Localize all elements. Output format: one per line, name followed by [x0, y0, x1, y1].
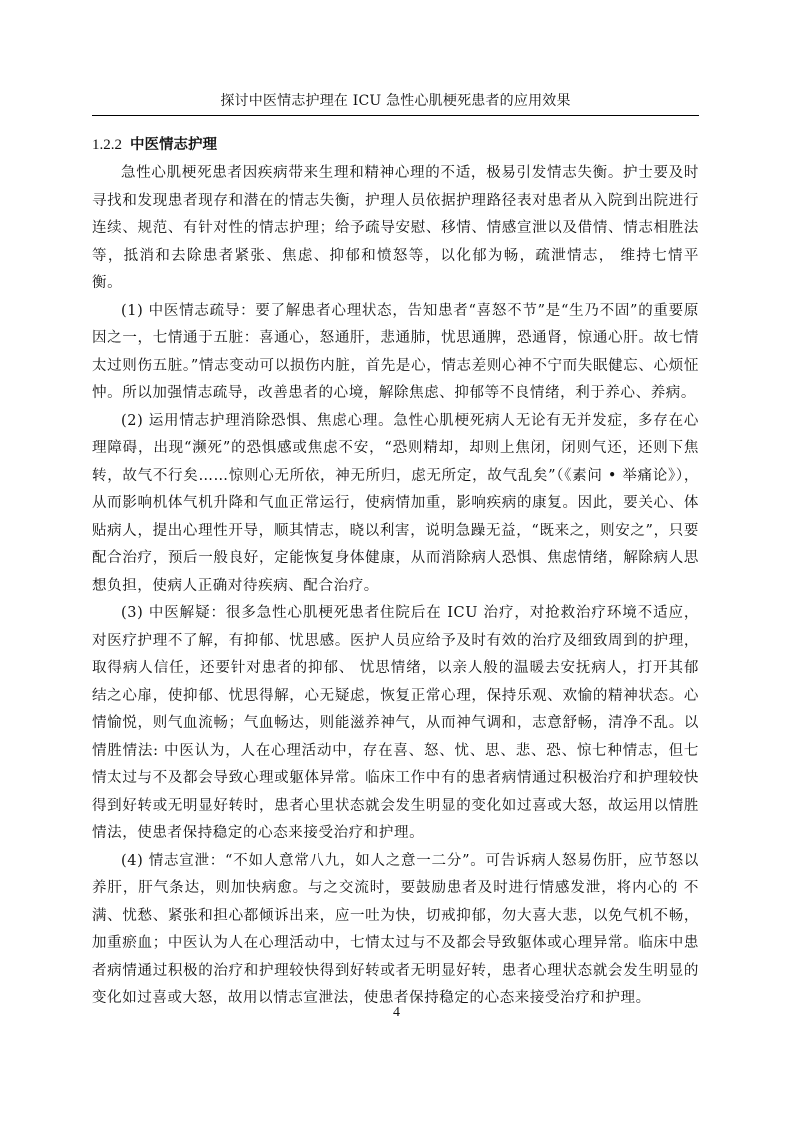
header-rule: [92, 115, 699, 116]
paragraph-item-4: (4) 情志宣泄：“不如人意常八九，如人之意一二分”。可告诉病人怒易伤肝，应节怒以养肝，肝气条达，则加快病愈。与之交流时，要鼓励患者及时进行情感发泄，将内心的 不满、忧愁、紧张和担心都倾诉出来，应一吐为快，切戒抑郁，勿大喜大悲，以免气机不畅，加重瘀血；中医认为人在心理活动中，七情太过与不及都会导致躯体或心理异常。临床中患者病情通过积极的治疗和护理较快得到好转或者无明显好转，患者心理状态就会发生明显的变化如过喜或大怒，故用以情志宣泄法，使患者保持稳定的心态来接受治疗和护理。: [92, 852, 699, 1006]
paragraph-intro: 急性心肌梗死患者因疾病带来生理和精神心理的不适，极易引发情志失衡。护士要及时寻找和发现患者现存和潜在的情志失衡，护理人员依据护理路径表对患者从入院到出院进行连续、规范、有针对性的情志护理；给予疏导安慰、移情、情感宣泄以及借情、情志相胜法等，抵消和去除患者紧张、焦虑、抑郁和愤怒等，以化郁为畅，疏泄情志， 维持七情平衡。: [92, 165, 699, 291]
section-title: 中医情志护理: [130, 137, 217, 153]
section-number: 1.2.2: [92, 137, 122, 153]
paragraph-item-2: (2) 运用情志护理消除恐惧、焦虑心理。急性心肌梗死病人无论有无并发症，多存在心理障碍，出现“濒死”的恐惧感或焦虑不安，“恐则精却，却则上焦闭，闭则气还，还则下焦转，故气不行矣……惊则心无所依，神无所归，虑无所定，故气乱矣”（《素问 • 举痛论》），从而影响机体气机升降和气血正常运行，使病情加重，影响疾病的康复。因此，要关心、体贴病人，提出心理性开导，顺其情志，晓以利害，说明急躁无益，“既来之，则安之”，只要配合治疗，预后一般良好，定能恢复身体健康，从而消除病人恐惧、焦虑情绪，解除病人思想负担，使病人正确对待疾病、配合治疗。: [92, 412, 699, 594]
section-heading: [92, 133, 699, 157]
page-body: [92, 133, 699, 1013]
running-header: 探讨中医情志护理在 ICU 急性心肌梗死患者的应用效果: [220, 93, 571, 109]
paragraph-item-3: (3) 中医解疑：很多急性心肌梗死患者住院后在 ICU 治疗，对抢救治疗环境不适应，对医疗护理不了解，有抑郁、忧思感。医护人员应给予及时有效的治疗及细致周到的护理，取得病人信任，还要针对患者的抑郁、 忧思情绪，以亲人般的温暖去安抚病人，打开其郁结之心扉，使抑郁、忧思得解，心无疑虑，恢复正常心理，保持乐观、欢愉的精神状态。心情愉悦，则气血流畅；气血畅达，则能滋养神气，从而神气调和，志意舒畅，清净不乱。以情胜情法: 中医认为，人在心理活动中，存在喜、怒、忧、思、悲、恐、惊七种情志，但七情太过与不及都会导致心理或躯体异常。临床工作中有的患者病情通过积极治疗和护理较快得到好转或无明显好转时，患者心里状态就会发生明显的变化如过喜或大怒，故运用以情胜情法，使患者保持稳定的心态来接受治疗和护理。: [92, 605, 699, 841]
paragraph-item-1: (1) 中医情志疏导：要了解患者心理状态，告知患者“喜怒不节”是“生乃不固”的重要原因之一，七情通于五脏：喜通心，怒通肝，悲通肺，忧思通脾，恐通肾，惊通心肝。故七情太过则伤五脏。”情志变动可以损伤内脏，首先是心，情志差则心神不宁而失眠健忘、心烦怔忡。所以加强情志疏导，改善患者的心境，解除焦虑、抑郁等不良情绪，利于养心、养病。: [92, 302, 699, 401]
page-number: 4: [393, 1005, 400, 1020]
